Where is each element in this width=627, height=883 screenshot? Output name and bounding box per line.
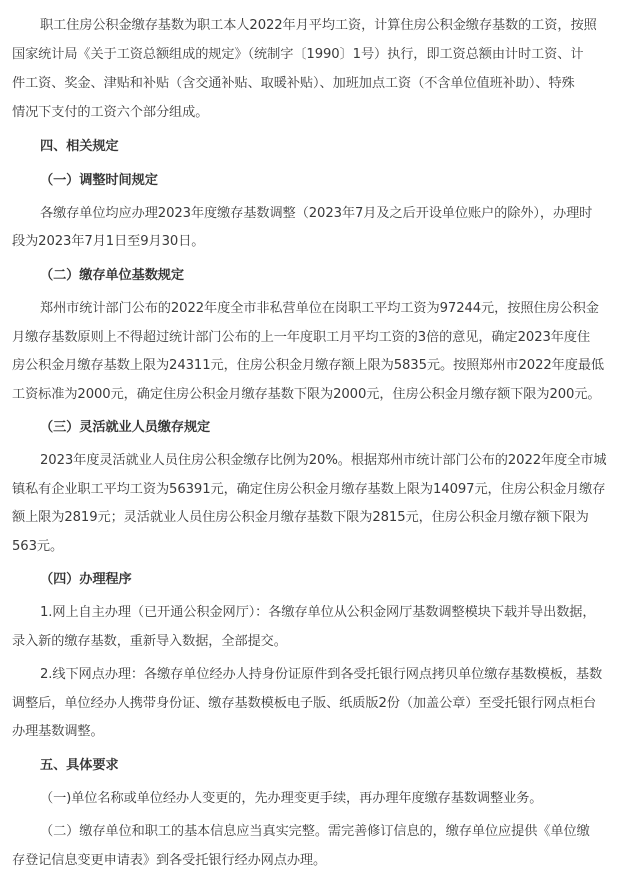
paragraph-6-line-3: 办理基数调整。 (12, 724, 104, 739)
paragraph-3-line-3: 房公积金月缴存基数上限为24311元，住房公积金月缴存额上限为5835元。按照郑州市2022年度最低 (12, 358, 605, 373)
subsection-4-2-heading: （二）缴存单位基数规定 (40, 268, 184, 283)
subsection-4-1-heading: （一）调整时间规定 (40, 173, 158, 188)
paragraph-1-line-2: 国家统计局《关于工资总额组成的规定》（统制字〔1990〕1号）执行，即工资总额由计时工资、计 (12, 47, 584, 62)
paragraph-7-line-1: （一)单位名称或单位经办人变更的，先办理变更手续，再办理年度缴存基数调整业务。 (40, 791, 543, 806)
paragraph-8-line-1: （二）缴存单位和职工的基本信息应当真实完整。需完善修订信息的，缴存单位应提供《单位缴 (40, 824, 590, 839)
paragraph-3-line-2: 月缴存基数原则上不得超过统计部门公布的上一年度职工月平均工资的3倍的意见，确定2023年度住 (12, 330, 591, 345)
subsection-4-4-heading: （四）办理程序 (40, 572, 132, 587)
paragraph-6-line-2: 调整后，单位经办人携带身份证、缴存基数模板电子版、纸质版2份（加盖公章）至受托银行网点柜台 (12, 696, 597, 711)
section-4-heading: 四、相关规定 (40, 139, 119, 154)
paragraph-1-line-3: 件工资、奖金、津贴和补贴（含交通补贴、取暖补贴）、加班加点工资（不含单位值班补助）、特殊 (12, 76, 575, 91)
paragraph-4-line-2: 镇私有企业职工平均工资为56391元，确定住房公积金月缴存基数上限为14097元，住房公积金月缴存 (12, 482, 606, 497)
section-5-heading: 五、具体要求 (40, 758, 119, 773)
paragraph-5-line-1: 1.网上自主办理（已开通公积金网厅）：各缴存单位从公积金网厅基数调整模块下载并导出数据， (40, 605, 596, 620)
paragraph-6-line-1: 2.线下网点办理：各缴存单位经办人持身份证原件到各受托银行网点拷贝单位缴存基数模板，基数 (40, 667, 603, 682)
paragraph-2-line-1: 各缴存单位均应办理2023年度缴存基数调整（2023年7月及之后开设单位账户的除外），办理时 (40, 206, 593, 221)
paragraph-2-line-2: 段为2023年7月1日至9月30日。 (12, 234, 205, 249)
paragraph-8-line-2: 存登记信息变更申请表》到各受托银行经办网点办理。 (12, 853, 327, 868)
paragraph-1-line-1: 职工住房公积金缴存基数为职工本人2022年月平均工资，计算住房公积金缴存基数的工资，按照 (40, 18, 597, 33)
paragraph-4-line-3: 额上限为2819元；灵活就业人员住房公积金月缴存基数下限为2815元，住房公积金月缴存额下限为 (12, 510, 589, 525)
paragraph-3-line-4: 工资标准为2000元，确定住房公积金月缴存基数下限为2000元，住房公积金月缴存额下限为200元。 (12, 387, 601, 402)
paragraph-1-line-4: 情况下支付的工资六个部分组成。 (12, 105, 209, 120)
paragraph-4-line-4: 563元。 (12, 539, 64, 554)
subsection-4-3-heading: （三）灵活就业人员缴存规定 (40, 420, 211, 435)
paragraph-3-line-1: 郑州市统计部门公布的2022年度全市非私营单位在岗职工平均工资为97244元，按照住房公积金 (40, 301, 599, 316)
paragraph-5-line-2: 录入新的缴存基数，重新导入数据，全部提交。 (12, 634, 287, 649)
paragraph-4-line-1: 2023年度灵活就业人员住房公积金缴存比例为20%。根据郑州市统计部门公布的2022年度全市城 (40, 453, 607, 468)
